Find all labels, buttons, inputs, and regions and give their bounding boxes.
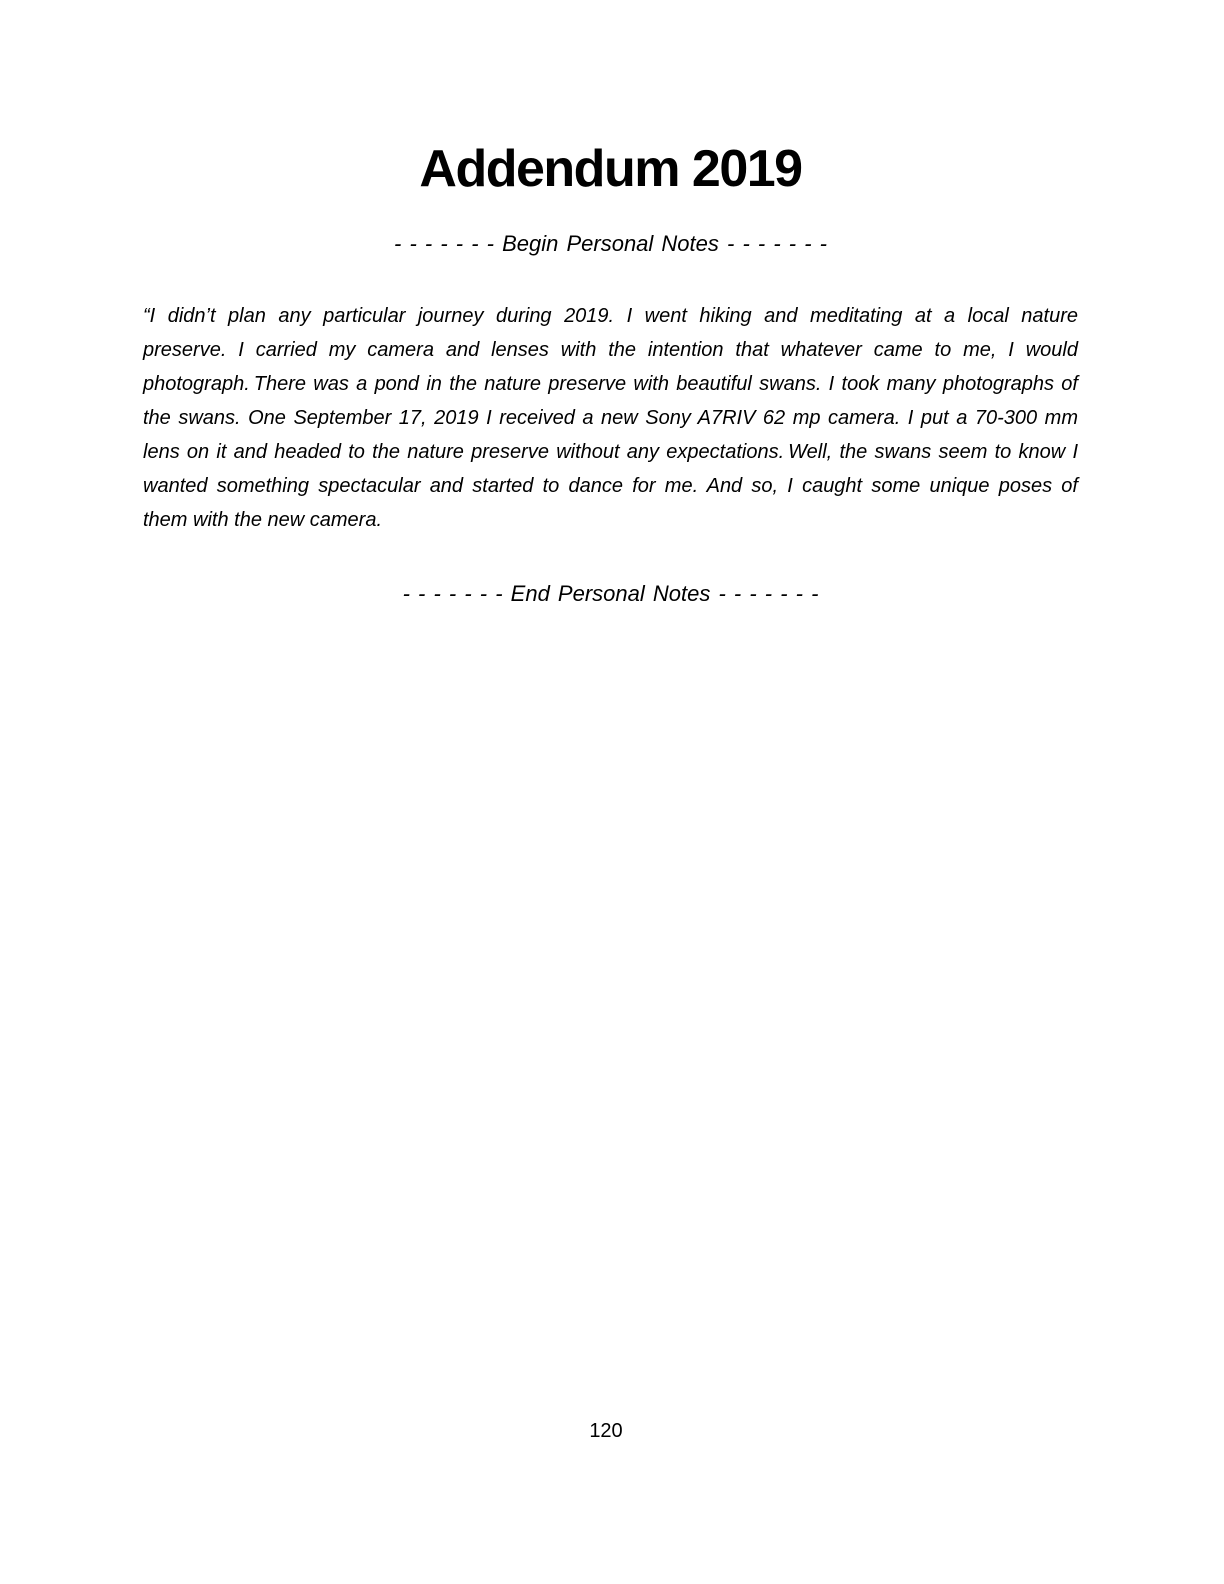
paragraph-line: wanted something spectacular and started to dance for me. And so, I caught some unique poses of [143,475,1078,497]
end-personal-notes-separator: - - - - - - - End Personal Notes - - - - - - - [402,581,819,606]
page-number: 120 [589,1420,623,1442]
paragraph-line: preserve. I carried my camera and lenses with the intention that whatever came to me, I would [143,339,1078,361]
paragraph-line: them with the new camera. [143,509,382,531]
paragraph-line: the swans. One September 17, 2019 I received a new Sony A7RIV 62 mp camera. I put a 70-300 mm [143,407,1078,429]
paragraph-line: “I didn’t plan any particular journey during 2019. I went hiking and meditating at a local nature [143,305,1078,327]
paragraph-line: lens on it and headed to the nature preserve without any expectations. Well, the swans seem to know I [143,441,1078,463]
begin-personal-notes-separator: - - - - - - - Begin Personal Notes - - - - - - - [394,231,827,256]
page-title: Addendum 2019 [419,140,802,198]
paragraph-line: photograph. There was a pond in the nature preserve with beautiful swans. I took many photographs of [143,373,1078,395]
personal-notes-paragraph [143,299,1078,537]
